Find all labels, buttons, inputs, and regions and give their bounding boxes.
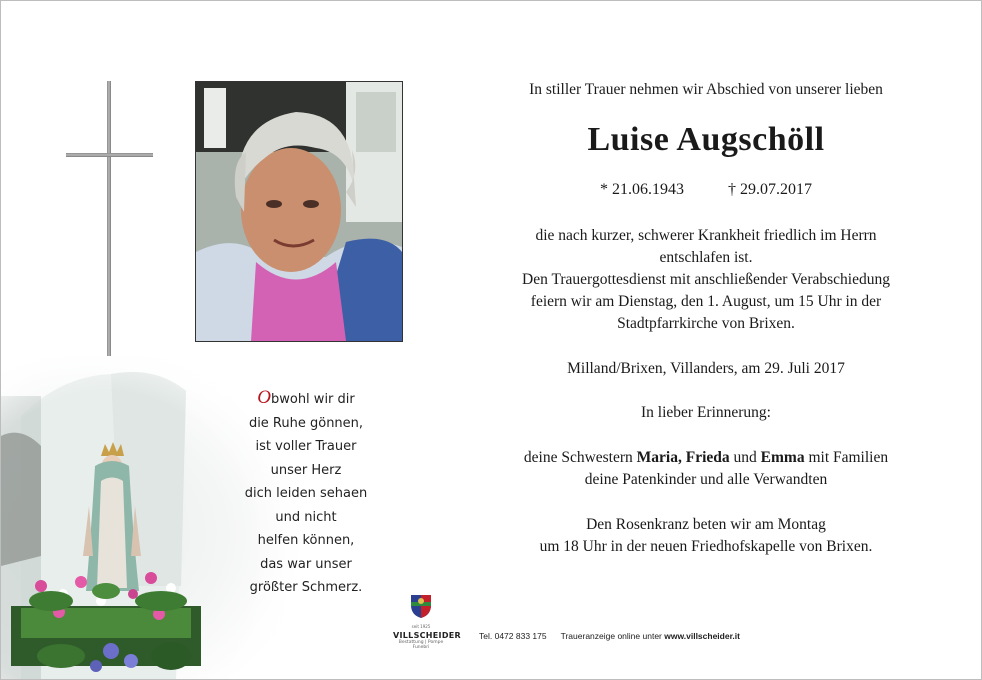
- poem-line: ist voller Trauer: [255, 439, 357, 454]
- phone-number: Tel. 0472 833 175: [479, 631, 547, 641]
- logo-name: VILLSCHEIDER: [393, 631, 461, 640]
- cross-icon: [107, 81, 111, 393]
- message-line: feiern wir am Dienstag, den 1. August, um 15 Uhr in der: [530, 293, 882, 310]
- logo-subtitle: Bestattung | Pompe Funebri: [398, 640, 444, 650]
- website-link[interactable]: www.villscheider.it: [664, 631, 740, 641]
- sister-name: Emma: [760, 449, 805, 466]
- funeral-home-logo: [393, 593, 461, 650]
- poem-line: helfen können,: [257, 533, 355, 548]
- death-date: † 29.07.2017: [728, 181, 812, 198]
- family-line: deine Patenkinder und alle Verwandten: [584, 471, 828, 488]
- poem-line: und nicht: [275, 509, 337, 525]
- poem-line: größter Schmerz.: [249, 580, 363, 595]
- place-date: Milland/Brixen, Villanders, am 29. Juli 2017: [567, 360, 845, 377]
- online-text: Traueranzeige online unter: [560, 631, 665, 641]
- poem-first-line-text: bwohl wir dir: [270, 392, 355, 407]
- poem-line: unser Herz: [270, 462, 342, 478]
- message-line: die nach kurzer, schwerer Krankheit friedlich im Herrn: [535, 227, 877, 244]
- sister-names: Maria, Frieda: [636, 449, 730, 466]
- family-list: [441, 447, 971, 491]
- message-line: Den Trauergottesdienst mit anschließender Verabschiedung: [522, 271, 890, 288]
- message-line: entschlafen ist.: [659, 249, 753, 266]
- coat-of-arms-icon: [406, 593, 436, 619]
- message-line: Stadtpfarrkirche von Brixen.: [617, 315, 795, 332]
- logo-established: seit 1925: [411, 624, 431, 629]
- footer-contact: [479, 631, 740, 641]
- service-message: [441, 225, 971, 335]
- birth-date: * 21.06.1943: [600, 181, 684, 198]
- cross-icon-bar: [66, 153, 153, 157]
- announcement-text: [441, 79, 971, 558]
- poem: [206, 386, 406, 600]
- family-line: deine Schwestern Maria, Frieda und Emma mit Familien: [523, 449, 889, 466]
- poem-first-line: [206, 386, 406, 412]
- poem-line: die Ruhe gönnen,: [248, 415, 364, 431]
- life-dates: [441, 179, 971, 201]
- rosary-line: Den Rosenkranz beten wir am Montag: [586, 516, 826, 533]
- rosary-info: [441, 514, 971, 558]
- portrait-photo: [195, 81, 403, 342]
- intro-line: In stiller Trauer nehmen wir Abschied von unserer lieben: [529, 81, 883, 98]
- remembrance-heading: In lieber Erinnerung:: [641, 404, 771, 421]
- rosary-line: um 18 Uhr in der neuen Friedhofskapelle von Brixen.: [539, 538, 873, 555]
- poem-initial: O: [257, 387, 271, 408]
- poem-line: das war unser: [260, 556, 352, 572]
- poem-line: dich leiden sehaen: [244, 486, 368, 501]
- deceased-name: Luise Augschöll: [587, 121, 825, 158]
